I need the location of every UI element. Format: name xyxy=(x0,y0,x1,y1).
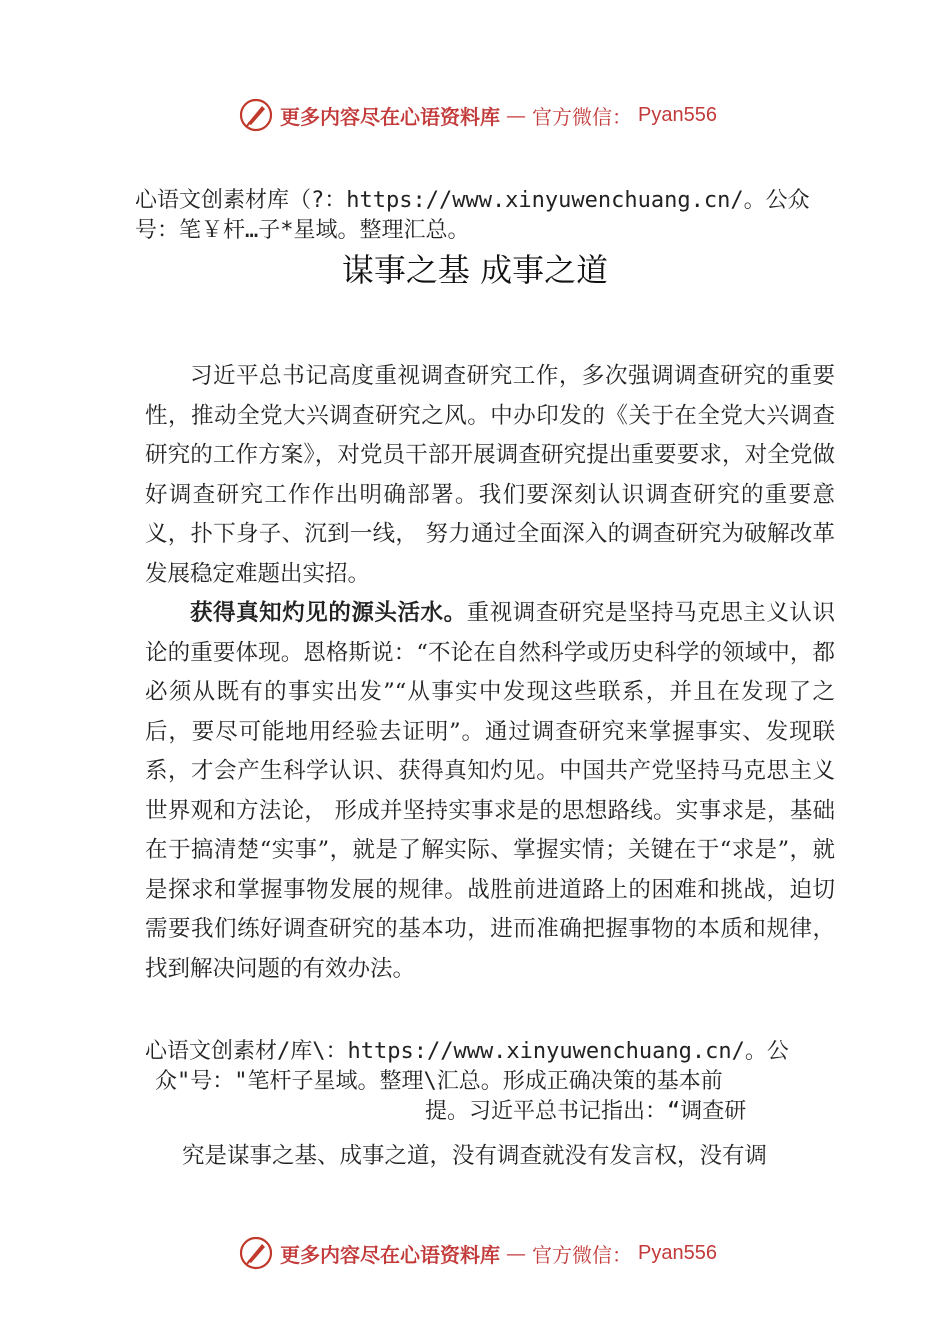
banner-main-text: 更多内容尽在心语资料库 xyxy=(280,104,500,129)
banner-separator: — xyxy=(506,103,526,127)
paragraph-2-lead: 获得真知灼见的源头活水。 xyxy=(190,600,467,626)
source-note-bottom-line1: 心语文创素材/库\：https://www.xinyuwenchuang.cn/。公 xyxy=(145,1039,789,1064)
source-note-bottom-line2: 众"号："笔杆子星域。整理\汇总。形成正确决策的基本前 xyxy=(155,1069,723,1094)
source-note-bottom-line3: 提。习近平总书记指出：“调查研 xyxy=(425,1099,747,1124)
page-title: 谋事之基 成事之道 xyxy=(341,251,609,289)
header-banner xyxy=(238,95,717,135)
paragraph-3: 究是谋事之基、成事之道，没有调查就没有发言权，没有调 xyxy=(182,1143,768,1169)
quill-logo-icon xyxy=(238,1235,274,1271)
banner-wechat-id: Pyan556 xyxy=(638,103,717,126)
banner-wechat-id: Pyan556 xyxy=(638,1241,717,1264)
paragraph-2-text: 重视调查研究是坚持马克思主义认识论的重要体现。恩格斯说：“不论在自然科学或历史科学的领域中，都必须从既有的事实出发”“从事实中发现这些联系，并且在发现了之后，要尽可能地用经验去证明”。通过调查研究来掌握事实、发现联系，才会产生科学认识、获得真知灼见。中国共产党坚持马克思主义世界观和方法论， 形成并坚持实事求是的思想路线。实事求是，基础在于搞清楚“实事”，就是了解实际、掌握实情；关键在于“求是”，就是探求和掌握事物发展的规律。战胜前进道路上的困难和挑战，迫切需要我们练好调查研究的基本功，进而准确把握事物的本质和规律，找到解决问题的有效办法。 xyxy=(145,600,835,982)
quill-logo-icon xyxy=(238,97,274,133)
banner-wechat-label: 官方微信： xyxy=(532,104,632,129)
banner-main-text: 更多内容尽在心语资料库 xyxy=(280,1242,500,1267)
paragraph-1: 习近平总书记高度重视调查研究工作，多次强调调查研究的重要性，推动全党大兴调查研究之风。中办印发的《关于在全党大兴调查研究的工作方案》，对党员干部开展调查研究提出重要要求，对全党做好调查研究工作作出明确部署。我们要深刻认识调查研究的重要意义，扑下身子、沉到一线， 努力通过全面深入的调查研究为破解改革发展稳定难题出实招。 xyxy=(145,363,835,587)
banner-wechat-label: 官方微信： xyxy=(532,1242,632,1267)
paragraph-2 xyxy=(145,594,835,989)
footer-banner xyxy=(238,1233,717,1273)
source-note-top: 心语文创素材库（?：https://www.xinyuwenchuang.cn/。公众号：笔￥杆…子*星域。整理汇总。 xyxy=(135,188,810,243)
banner-separator: — xyxy=(506,1241,526,1265)
